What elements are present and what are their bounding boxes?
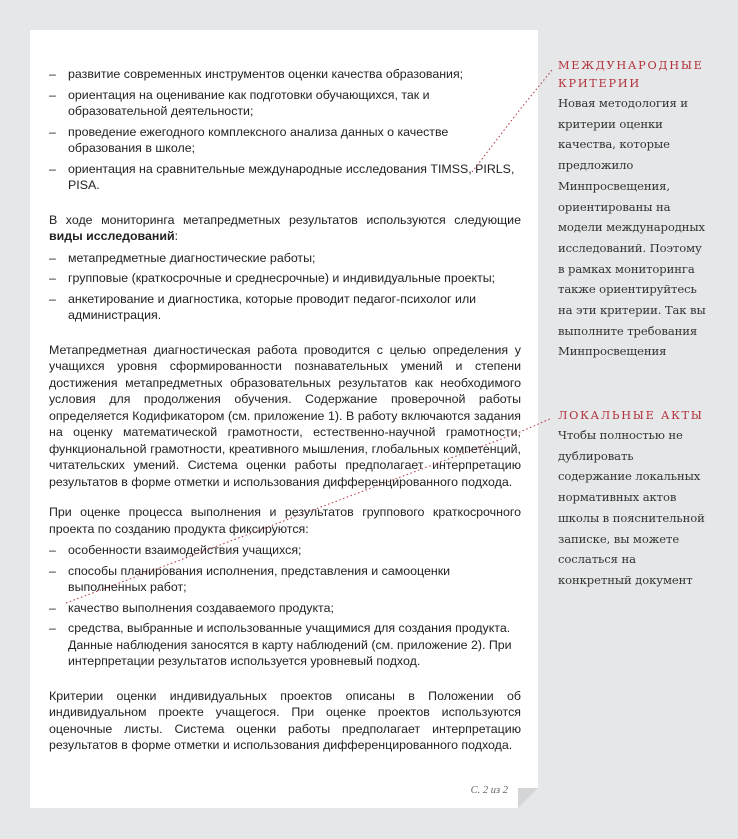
list-item: – анкетирование и диагностика, которые проводит педагог-психолог или администрация. [49,291,521,324]
list-item: – средства, выбранные и использованные учащимися для создания продукта. Данные наблюдения заносятся в карту наблюдений (см. приложение 2). При интерпретации результатов используется уровневый подход. [49,620,521,670]
list-item: – метапредметные диагностические работы; [49,250,521,267]
document-page [30,30,538,808]
research-types-intro: В ходе мониторинга метапредметных результатов используются следующие виды исследований: [49,212,521,243]
list-item: – ориентация на сравнительные международные исследования TIMSS, PIRLS, PISA. [49,161,521,194]
research-types-term: виды исследований [49,229,175,243]
note-text: Новая методология и критерии оценки качества, которые предложило Минпросвещения, ориентированы на модели международных исследований. Поэтому в рамках мониторинга также ориентируйтесь на эти критерии. Так вы выполните требования Минпросвещения [558,96,706,359]
list-item: – качество выполнения создаваемого продукта; [49,600,521,617]
page-number: С. 2 из 2 [470,785,508,796]
group-project-list [49,542,521,670]
list-item: – групповые (краткосрочные и среднесрочные) и индивидуальные проекты; [49,270,521,287]
note-title: ЛОКАЛЬНЫЕ АКТЫ [558,409,704,422]
main-text [49,66,521,754]
diagnostic-work-paragraph: Метапредметная диагностическая работа проводится с целью определения у учащихся уровня сформированности познавательных умений и степени достижения метапредметных образовательных результатов как необходимого условия для продолжения обучения. Содержание проверочной работы определяется Кодификатором (см. приложение 1). В работу включаются задания на оценку математической грамотности, естественно-научной грамотности, функциональной грамотности, креативного мышления, глобальных компетенций, читательских умений. Система оценки работы предполагает интерпретацию результатов в форме отметки и использования дифференцированного подхода. [49,342,521,489]
note-title: МЕЖДУНАРОДНЫЕ КРИТЕРИИ [558,59,704,90]
quality-list [49,66,521,194]
list-item: – ориентация на оценивание как подготовки обучающихся, так и образовательной деятельности; [49,87,521,120]
individual-project-paragraph: Критерии оценки индивидуальных проектов описаны в Положении об индивидуальном проекте учащегося. При оценке проектов используются оценочные листы. Система оценки работы предполагает интерпретацию результатов в форме отметки и использования дифференцированного подхода. [49,688,521,752]
list-item: – развитие современных инструментов оценки качества образования; [49,66,521,83]
page-corner-fold [518,788,538,808]
list-item: – проведение ежегодного комплексного анализа данных о качестве образования в школе; [49,124,521,157]
group-project-paragraph: При оценке процесса выполнения и результатов группового краткосрочного проекта по созданию продукта фиксируются: [49,505,521,536]
note-local-acts [558,407,708,591]
list-item: – способы планирования исполнения, представления и самооценки выполненных работ; [49,563,521,596]
note-international [558,57,708,362]
research-types-list [49,250,521,324]
list-item: – особенности взаимодействия учащихся; [49,542,521,559]
note-text: Чтобы полностью не дублировать содержание локальных нормативных актов школы в пояснительной записке, вы можете сослаться на конкретный документ [558,428,705,587]
